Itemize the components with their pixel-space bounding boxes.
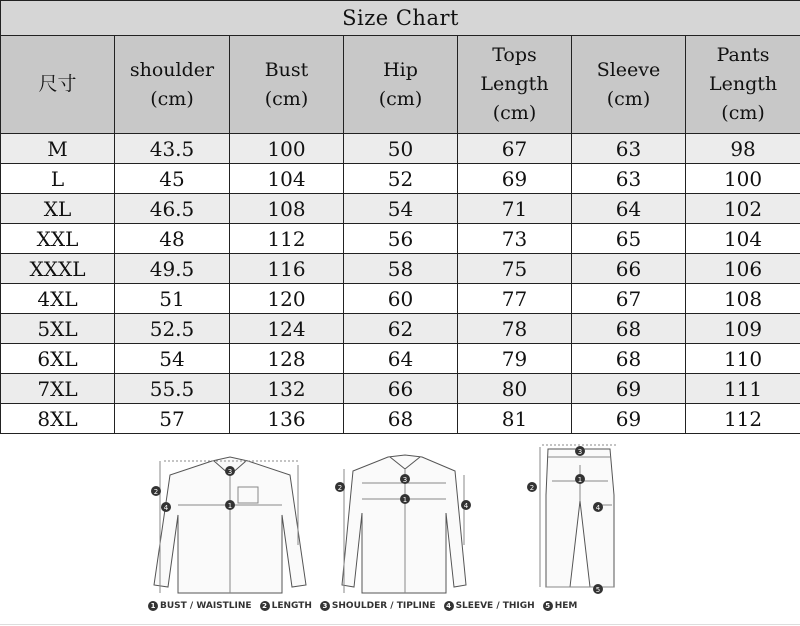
size-label-cell: 4XL: [1, 284, 115, 314]
column-header-size: [1, 36, 115, 134]
measurement-cell: 111: [686, 374, 800, 404]
measurement-cell: 112: [686, 404, 800, 434]
bottom-divider: [0, 624, 800, 625]
size-label-cell: 8XL: [1, 404, 115, 434]
measurement-cell: 56: [344, 224, 458, 254]
legend-number-icon: 1: [148, 601, 158, 611]
column-header-line: Bust: [264, 58, 309, 81]
column-header-line: 尺寸: [38, 73, 77, 95]
table-row: [1, 374, 800, 404]
measurement-cell: 136: [230, 404, 344, 434]
size-label-cell: XL: [1, 194, 115, 224]
legend-number-icon: 2: [260, 601, 270, 611]
legend-number-icon: 4: [444, 601, 454, 611]
measurement-cell: 63: [572, 164, 686, 194]
legend-label: SHOULDER / TIPLINE: [331, 601, 436, 611]
header-row: [1, 36, 800, 134]
column-header-line: (cm): [150, 87, 194, 110]
size-label-cell: 7XL: [1, 374, 115, 404]
measurement-cell: 54: [344, 194, 458, 224]
size-label-cell: L: [1, 164, 115, 194]
table-body: [1, 134, 800, 434]
svg-text:1: 1: [402, 496, 408, 504]
svg-text:3: 3: [402, 476, 408, 484]
measurement-cell: 68: [344, 404, 458, 434]
legend-label: BUST / WAISTLINE: [160, 601, 252, 611]
measurement-cell: 98: [686, 134, 800, 164]
measurement-cell: 106: [686, 254, 800, 284]
legend-entry: [543, 601, 578, 611]
measurement-cell: 77: [458, 284, 572, 314]
table-row: [1, 404, 800, 434]
legend-label: LENGTH: [271, 601, 312, 611]
column-header-line: Length: [480, 73, 549, 95]
legend-number-icon: 3: [320, 601, 330, 611]
chart-title: Size Chart: [1, 1, 800, 36]
measurement-cell: 55.5: [115, 374, 230, 404]
measurement-cell: 69: [572, 404, 686, 434]
table-row: [1, 194, 800, 224]
measurement-cell: 49.5: [115, 254, 230, 284]
measurement-cell: 68: [572, 314, 686, 344]
column-header-line: (cm): [264, 87, 309, 110]
measurement-cell: 63: [572, 134, 686, 164]
measurement-cell: 52.5: [115, 314, 230, 344]
svg-text:4: 4: [595, 504, 601, 512]
measurement-cell: 64: [572, 194, 686, 224]
legend-entry: [320, 601, 436, 611]
svg-text:4: 4: [463, 502, 469, 510]
table-row: [1, 134, 800, 164]
measurement-cell: 67: [458, 134, 572, 164]
measurement-cell: 75: [458, 254, 572, 284]
measurement-cell: 132: [230, 374, 344, 404]
measurement-cell: 69: [458, 164, 572, 194]
column-header-line: (cm): [492, 102, 537, 124]
legend-entry: [148, 601, 252, 611]
measurement-cell: 69: [572, 374, 686, 404]
size-label-cell: XXL: [1, 224, 115, 254]
svg-text:3: 3: [577, 448, 583, 456]
table-row: [1, 254, 800, 284]
measurement-cell: 43.5: [115, 134, 230, 164]
measurement-cell: 128: [230, 344, 344, 374]
measurement-cell: 78: [458, 314, 572, 344]
table-row: [1, 344, 800, 374]
column-header-line: Tops: [492, 44, 537, 66]
measurement-cell: 73: [458, 224, 572, 254]
table-row: [1, 314, 800, 344]
svg-text:5: 5: [595, 586, 601, 594]
svg-text:2: 2: [337, 484, 343, 492]
measurement-cell: 104: [686, 224, 800, 254]
legend-entry: [260, 601, 312, 611]
pants-diagram-icon: [540, 445, 618, 587]
column-header-line: shoulder: [129, 58, 215, 81]
size-label-cell: 5XL: [1, 314, 115, 344]
legend-number-icon: 5: [543, 601, 553, 611]
svg-text:2: 2: [153, 488, 159, 496]
svg-text:1: 1: [227, 502, 233, 510]
column-header-bust: [230, 36, 344, 134]
measurement-cell: 62: [344, 314, 458, 344]
shirt-diagram-icon: [154, 457, 306, 593]
column-header-sleeve: [572, 36, 686, 134]
column-header-line: (cm): [721, 102, 765, 124]
legend-entry: [444, 601, 535, 611]
table-row: [1, 164, 800, 194]
table-row: [1, 284, 800, 314]
size-label-cell: XXXL: [1, 254, 115, 284]
column-header-hip: [344, 36, 458, 134]
measurement-cell: 108: [686, 284, 800, 314]
column-header-pants-length: [686, 36, 800, 134]
svg-text:2: 2: [529, 484, 535, 492]
measurement-cell: 110: [686, 344, 800, 374]
measurement-cell: 48: [115, 224, 230, 254]
measurement-cell: 54: [115, 344, 230, 374]
measurement-cell: 116: [230, 254, 344, 284]
measurement-cell: 67: [572, 284, 686, 314]
measurement-cell: 58: [344, 254, 458, 284]
measurement-cell: 108: [230, 194, 344, 224]
measurement-cell: 71: [458, 194, 572, 224]
measurement-cell: 109: [686, 314, 800, 344]
measurement-cell: 45: [115, 164, 230, 194]
column-header-shoulder: [115, 36, 230, 134]
measurement-cell: 102: [686, 194, 800, 224]
column-header-tops-length: [458, 36, 572, 134]
measurement-cell: 100: [230, 134, 344, 164]
size-label-cell: M: [1, 134, 115, 164]
measurement-cell: 52: [344, 164, 458, 194]
measurement-cell: 100: [686, 164, 800, 194]
column-header-line: (cm): [606, 87, 651, 110]
measurement-legend: [148, 598, 581, 614]
measurement-cell: 46.5: [115, 194, 230, 224]
measurement-cell: 65: [572, 224, 686, 254]
measurement-cell: 104: [230, 164, 344, 194]
column-header-line: Hip: [383, 58, 418, 81]
measurement-cell: 64: [344, 344, 458, 374]
measurement-cell: 66: [572, 254, 686, 284]
size-label-cell: 6XL: [1, 344, 115, 374]
measurement-cell: 112: [230, 224, 344, 254]
measurement-cell: 60: [344, 284, 458, 314]
legend-label: SLEEVE / THIGH: [455, 601, 535, 611]
measurement-cell: 79: [458, 344, 572, 374]
svg-text:1: 1: [577, 476, 583, 484]
column-header-line: Sleeve: [596, 58, 661, 81]
measurement-cell: 68: [572, 344, 686, 374]
measurement-cell: 120: [230, 284, 344, 314]
column-header-line: Length: [708, 73, 778, 95]
measurement-cell: 57: [115, 404, 230, 434]
svg-text:3: 3: [227, 468, 233, 476]
column-header-line: (cm): [378, 87, 423, 110]
table-row: [1, 224, 800, 254]
measurement-cell: 50: [344, 134, 458, 164]
column-header-line: Pants: [716, 44, 770, 66]
measurement-cell: 51: [115, 284, 230, 314]
measurement-cell: 124: [230, 314, 344, 344]
measurement-cell: 81: [458, 404, 572, 434]
measurement-cell: 66: [344, 374, 458, 404]
svg-text:4: 4: [163, 504, 169, 512]
measurement-illustration: [0, 435, 800, 626]
measurement-cell: 80: [458, 374, 572, 404]
legend-label: HEM: [554, 601, 578, 611]
